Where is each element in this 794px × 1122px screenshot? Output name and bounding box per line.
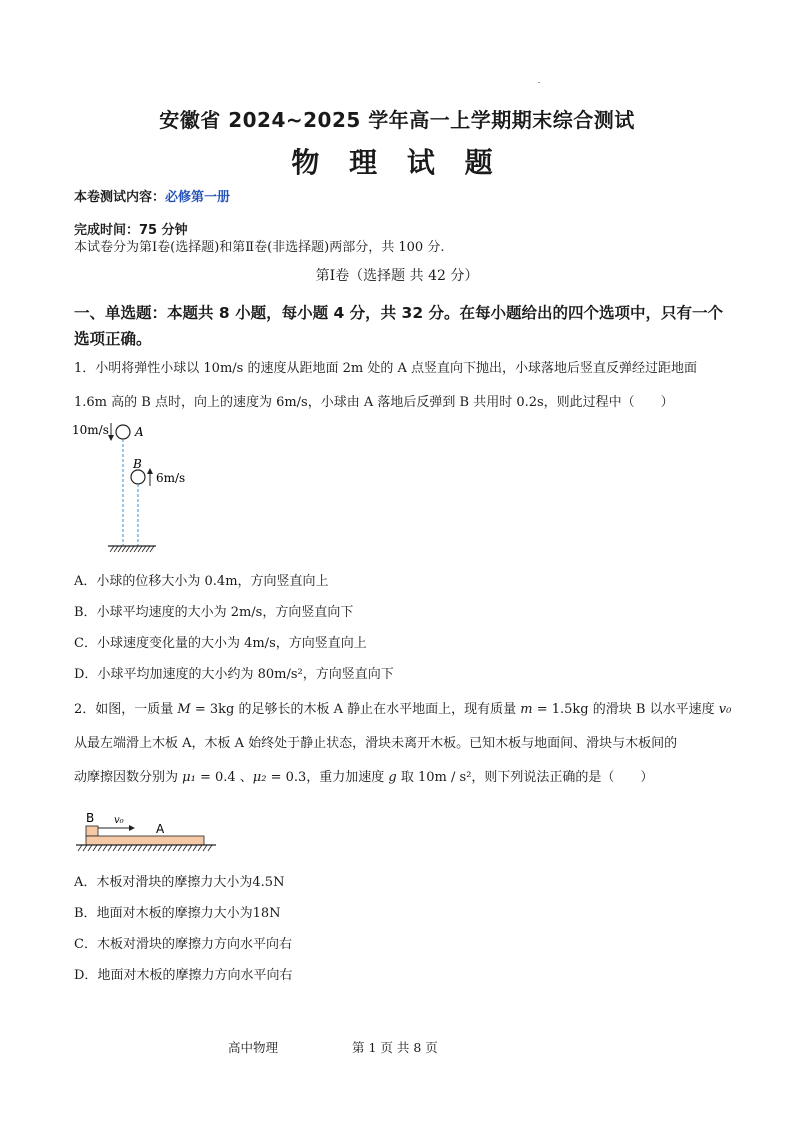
velocity-arrow-head (129, 825, 135, 831)
q1-option-c-text: 小球速度变化量的大小为 4m/s，方向竖直向上 (96, 636, 367, 651)
exam-subject-title: 物 理 试 题 (291, 146, 503, 179)
label-velocity-up: 6m/s (156, 471, 186, 485)
q1-option-a-text: 小球的位移大小为 0.4m，方向竖直向上 (96, 574, 329, 589)
label-v0: v₀ (114, 815, 124, 826)
footer-page-number: 第 1 页 共 8 页 (352, 1040, 438, 1055)
q1-option-b-text: 小球平均速度的大小为 2m/s，方向竖直向下 (96, 605, 354, 620)
ball-b (131, 470, 145, 484)
board-a (86, 836, 204, 845)
q2-option-c-text: 木板对滑块的摩擦力方向水平向右 (96, 937, 292, 952)
q2-option-d-label: D． (74, 968, 98, 983)
part-title: 第Ⅰ卷（选择题 共 42 分） (315, 268, 479, 284)
q2-option-c-label: C． (74, 937, 97, 952)
label-point-a: A (135, 425, 144, 439)
q2-option-a[interactable] (74, 871, 284, 890)
q2-option-d[interactable] (74, 964, 292, 983)
label-board-a: A (156, 822, 165, 836)
q1-option-d-label: D． (74, 667, 98, 682)
floor-hatching (78, 845, 212, 851)
label-block-b: B (86, 811, 95, 825)
test-content-label: 本卷测试内容： (74, 190, 166, 205)
question-2-line3: 动摩擦因数分别为 μ₁ = 0.4 、μ₂ = 0.3，重力加速度 g 取 10m / s²，则下列说法正确的是（ ） (74, 770, 654, 785)
label-point-b: B (133, 457, 142, 471)
section-heading (74, 300, 734, 352)
arrow-down-head (108, 435, 114, 441)
exam-note: 本试卷分为第Ⅰ卷(选择题)和第Ⅱ卷(非选择题)两部分，共 100 分. (74, 240, 445, 255)
block-b (86, 826, 98, 836)
q1-option-b-label: B． (74, 605, 97, 620)
arrow-up-head (147, 468, 153, 474)
ball-a (116, 425, 130, 439)
time-limit: 完成时间：75 分钟 (74, 223, 188, 238)
q2-option-a-text: 木板对滑块的摩擦力大小为4.5N (96, 875, 285, 890)
question-1 (74, 352, 734, 420)
ground-hatching (110, 546, 154, 552)
question-2 (74, 693, 734, 795)
q2-option-b[interactable] (74, 902, 280, 921)
test-content-line (74, 186, 230, 205)
q2-option-d-text: 地面对木板的摩擦力方向水平向右 (97, 968, 293, 983)
scan-dot (538, 82, 540, 83)
exam-title: 安徽省 2024~2025 学年高一上学期期末综合测试 (159, 108, 635, 132)
question-1-line2: 1.6m 高的 B 点时，向上的速度为 6m/s，小球由 A 落地后反弹到 B 共用时 0.2s，则此过程中（ ） (74, 395, 674, 410)
q2-option-c[interactable] (74, 933, 292, 952)
question-2-line1: 2．如图，一质量 M = 3kg 的足够长的木板 A 静止在水平地面上，现有质量 m = 1.5kg 的滑块 B 以水平速度 v₀ (74, 702, 732, 717)
section-heading-line2: 选项正确。 (74, 330, 152, 348)
question-1-figure (70, 418, 200, 558)
q1-option-d-text: 小球平均加速度的大小约为 80m/s²，方向竖直向下 (97, 667, 394, 682)
q1-option-a-label: A． (74, 574, 97, 589)
test-content-value: 必修第一册 (165, 190, 231, 205)
q1-option-d[interactable] (74, 663, 394, 682)
q1-option-b[interactable] (74, 601, 353, 620)
q1-option-c[interactable] (74, 632, 367, 651)
question-2-line2: 从最左端滑上木板 A，木板 A 始终处于静止状态，滑块未离开木板。已知木板与地面间、滑块与木板间的 (74, 736, 678, 751)
label-velocity-down: 10m/s (72, 423, 109, 437)
q2-option-a-label: A． (74, 875, 97, 890)
section-heading-line1: 一、单选题：本题共 8 小题，每小题 4 分，共 32 分。在每小题给出的四个选项中，只有一个 (74, 304, 724, 322)
q1-option-a[interactable] (74, 570, 329, 589)
footer-subject: 高中物理 (228, 1040, 279, 1055)
question-1-line1: 1．小明将弹性小球以 10m/s 的速度从距地面 2m 处的 A 点竖直向下抛出，小球落地后竖直反弹经过距地面 (74, 361, 697, 376)
question-2-figure (70, 806, 220, 856)
q2-option-b-text: 地面对木板的摩擦力大小为18N (96, 906, 281, 921)
q1-option-c-label: C． (74, 636, 97, 651)
q2-option-b-label: B． (74, 906, 97, 921)
